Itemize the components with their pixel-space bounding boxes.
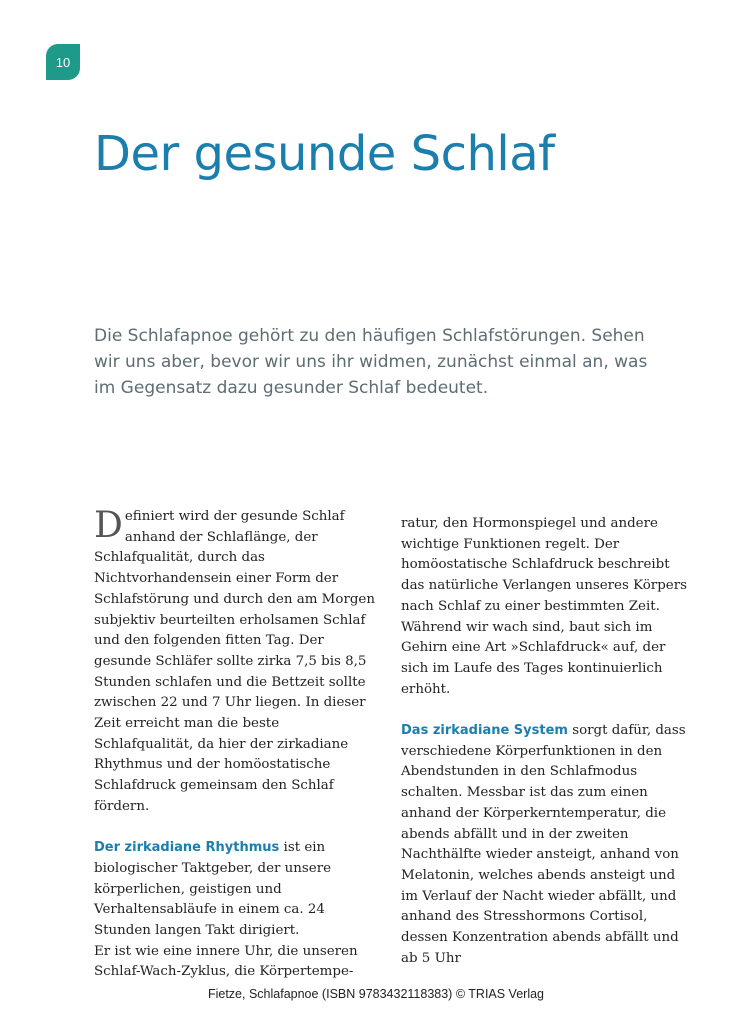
keyword-heading: Der zirkadiane Rhythmus [94, 840, 280, 856]
drop-cap: D [94, 505, 123, 546]
page-footer: Fietze, Schlafapnoe (ISBN 9783432118383) © TRIAS Verlag [207, 987, 545, 1001]
paragraph-text: sorgt dafür, dass verschiedene Körperfunktionen in den Abendstunden in den Schlafmodus schalten. Messbar ist das zum einen anhand der Körperkerntemperatur, die abends abfällt und in der zweiten Nachthälfte wieder ansteigt, anhand von Melatonin, welches abends ansteigt und im Verlauf der Nacht wieder abfällt, und anhand des Stresshormons Cortisol, dessen Konzentration abends abfällt und ab 5 Uhr [401, 723, 686, 966]
chapter-title: Der gesunde Schlaf [94, 126, 555, 182]
paragraph [94, 942, 380, 983]
page-number-badge [46, 44, 80, 80]
paragraph [94, 838, 380, 942]
paragraph [401, 514, 687, 700]
keyword-heading: Das zirkadiane System [401, 723, 568, 739]
paragraph-text: ratur, den Hormonspiegel und andere wichtige Funktionen regelt. Der homöostatische Schlafdruck beschreibt das natürliche Verlangen unseres Körpers nach Schlaf zu einer bestimmten Zeit. Während wir wach sind, baut sich im Gehirn eine Art »Schlafdruck« auf, der sich im Laufe des Tages kontinuierlich erhöht. [401, 516, 687, 697]
text-column-right [401, 514, 687, 969]
chapter-intro: Die Schlafapnoe gehört zu den häufigen Schlafstörungen. Sehen wir uns aber, bevor wir uns ihr widmen, zunächst einmal an, was im Gegensatz dazu gesunder Schlaf bedeutet. [94, 326, 648, 398]
paragraph-text: Er ist wie eine innere Uhr, die unseren Schlaf-Wach-Zyklus, die Körpertempe- [94, 943, 358, 980]
text-column-left [94, 507, 380, 983]
paragraph-text: efiniert wird der gesunde Schlaf anhand der Schlaflänge, der Schlafqualität, durch das Nichtvorhandensein einer Form der Schlafstörung und durch den am Morgen subjektiv beurteilten erholsamen Schlaf und den folgenden fitten Tag. Der gesunde Schläfer sollte zirka 7,5 bis 8,5 Stunden schlafen und die Bettzeit sollte zwischen 22 und 7 Uhr liegen. In dieser Zeit erreicht man die beste Schlafqualität, da hier der zirkadiane Rhythmus und der homöostatische Schlafdruck gemeinsam den Schlaf fördern. [94, 509, 375, 814]
paragraph-text: ist ein biologischer Taktgeber, der unsere körperlichen, geistigen und Verhaltensabläufe in einem ca. 24 Stunden langen Takt dirigiert. [94, 840, 332, 939]
paragraph [94, 507, 380, 818]
paragraph [401, 721, 687, 969]
page-number: 10 [55, 54, 71, 70]
